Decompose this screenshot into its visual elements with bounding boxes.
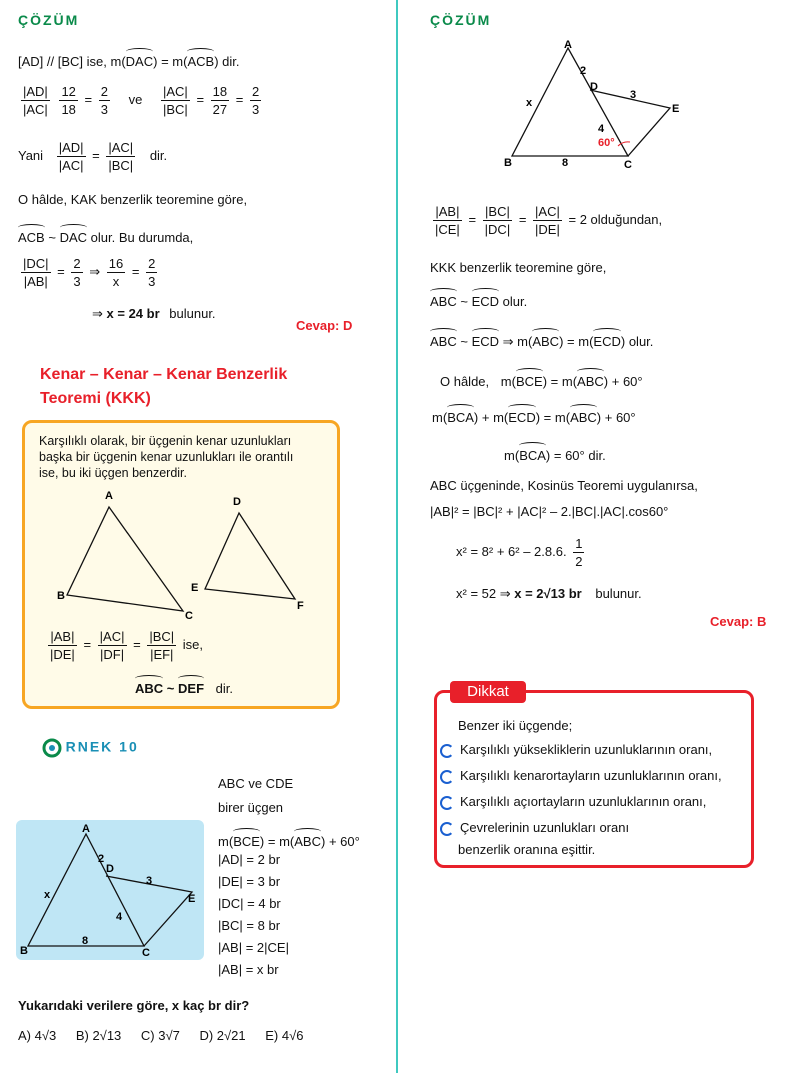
choice-a[interactable]: A) 4√3 [18, 1028, 57, 1043]
solution-triangle-figure [500, 38, 690, 172]
solution-heading-right: ÇÖZÜM [430, 12, 492, 28]
given-8: |AB| = 2|CE| [218, 940, 289, 955]
given-4: |AD| = 2 br [218, 852, 281, 867]
svg-text:A: A [82, 823, 90, 835]
calc-line-1: x² = 8² + 6² – 2.8.6. $\frac{1}{2}$ [456, 536, 583, 569]
theorem-similarity: ABC ~ DEF dir. [135, 677, 233, 696]
svg-text:E: E [191, 582, 199, 594]
choice-d[interactable]: D) 2√21 [199, 1028, 246, 1043]
svg-text:A: A [564, 39, 572, 51]
calc-line-2: x² = 52 ⇒ x = 2√13 br bulunur. [456, 586, 642, 601]
line-parallel: [AD] // [BC] ise, m(DAC) = m(ACB) dir. [18, 50, 240, 69]
answer-left: Cevap: D [296, 318, 353, 333]
svg-text:2: 2 [98, 853, 105, 865]
dikkat-item-4: Çevrelerinin uzunlukları oranı [440, 820, 629, 836]
given-3: m(BCE) = m(ABC) + 60° [218, 830, 360, 849]
theorem-title-2: Teoremi (KKK) [40, 390, 151, 407]
kak-text: O hâlde, KAK benzerlik teoremine göre, [18, 192, 248, 207]
angle-label: DAC [126, 50, 153, 69]
svg-text:B: B [20, 945, 28, 957]
angle-line-3: m(BCA) = 60° dir. [504, 444, 606, 463]
column-divider [396, 0, 398, 1073]
svg-text:C: C [142, 947, 150, 959]
given-6: |DC| = 4 br [218, 896, 281, 911]
dikkat-outro: benzerlik oranına eşittir. [458, 842, 596, 857]
svg-text:B: B [504, 157, 512, 169]
svg-text:3: 3 [630, 89, 637, 101]
question-text: Yukarıdaki verilere göre, x kaç br dir? [18, 998, 250, 1013]
dikkat-item-1: Karşılıklı yüksekliklerin uzunluklarının oranı, [440, 742, 712, 758]
svg-text:E: E [672, 103, 680, 115]
cosine-formula: |AB|² = |BC|² + |AC|² – 2.|BC|.|AC|.cos60° [430, 504, 669, 519]
svg-text:C: C [624, 159, 632, 171]
text: [AD] // [BC] ise, [18, 54, 107, 69]
svg-text:3: 3 [146, 875, 153, 887]
choice-b[interactable]: B) 2√13 [75, 1028, 122, 1043]
kkk-text: KKK benzerlik teoremine göre, [430, 260, 607, 275]
text: m [110, 54, 122, 69]
ratio-line-3: $\frac{|DC|}{|AB|}$ = $\frac{2}{3}$ ⇒ $\frac{16}{x}$ = $\frac{2}{3}$ [23, 256, 156, 289]
example-triangle-figure [16, 820, 216, 960]
svg-text:B: B [57, 590, 65, 602]
theorem-text: Karşılıklı olarak, bir üçgenin kenar uzunlukları başka bir üçgenin kenar uzunlukları ile orantılı ise, bu iki üçgen benzerdir. [39, 434, 294, 480]
svg-text:8: 8 [562, 157, 569, 169]
svg-text:4: 4 [116, 911, 123, 923]
text: dir. [222, 54, 240, 69]
svg-text:D: D [233, 496, 241, 508]
ratio-line-2: Yani $\frac{|AD|}{|AC|}$ = $\frac{|AC|}{|BC|}$ dir. [18, 140, 168, 173]
bullet-icon [440, 744, 454, 758]
svg-text:x: x [44, 889, 51, 901]
angle-line-1: O hâlde, m(BCE) = m(ABC) + 60° [440, 370, 643, 389]
text: = m [161, 54, 184, 69]
svg-text:A: A [105, 490, 113, 502]
svg-text:2: 2 [580, 65, 587, 77]
given-7: |BC| = 8 br [218, 918, 281, 933]
angle-line-2: m(BCA) + m(ECD) = m(ABC) + 60° [432, 406, 636, 425]
dikkat-intro: Benzer iki üçgende; [458, 718, 573, 733]
example-logo-icon [42, 738, 62, 758]
theorem-ratio: $\frac{|AB|}{|DE|}$ = $\frac{|AC|}{|DF|}$ = $\frac{|BC|}{|EF|}$ ise, [50, 629, 204, 662]
choice-c[interactable]: C) 3√7 [140, 1028, 180, 1043]
result-line: ⇒ x = 24 br bulunur. [92, 306, 216, 321]
given-1: ABC ve CDE [218, 776, 294, 791]
bullet-icon [440, 770, 454, 784]
cosine-text: ABC üçgeninde, Kosinüs Teoremi uygulanırsa, [430, 478, 698, 493]
svg-text:60°: 60° [598, 137, 615, 149]
answer-right: Cevap: B [710, 614, 767, 629]
example-heading: RNEK 10 [42, 738, 139, 758]
svg-text:8: 8 [82, 935, 89, 947]
similar-triangles-figure [25, 483, 337, 623]
given-5: |DE| = 3 br [218, 874, 281, 889]
bullet-icon [440, 796, 454, 810]
bullet-icon [440, 822, 454, 836]
dikkat-item-2: Karşılıklı kenarortayların uzunluklarının oranı, [440, 768, 722, 784]
ratio-line-1: $\frac{|AD|}{|AC|}$ $\frac{12}{18}$ = $\frac{2}{3}$ ve $\frac{|AC|}{|BC|}$ = $\frac{18}{27}$ = $\frac{2}{3}$ [23, 84, 260, 117]
given-9: |AB| = x br [218, 962, 279, 977]
dikkat-item-3: Karşılıklı açıortayların uzunluklarının oranı, [440, 794, 706, 810]
svg-text:4: 4 [598, 123, 605, 135]
solution-heading-left: ÇÖZÜM [18, 12, 80, 28]
svg-text:x: x [526, 97, 533, 109]
angle-label: ACB [187, 50, 214, 69]
similarity-line: ACB ~ DAC olur. Bu durumda, [18, 226, 193, 245]
svg-text:E: E [188, 893, 196, 905]
svg-text:D: D [106, 863, 114, 875]
dikkat-tag: Dikkat [450, 681, 526, 703]
similarity-right-1: ABC ~ ECD olur. [430, 290, 527, 309]
theorem-title-1: Kenar – Kenar – Kenar Benzerlik [40, 366, 288, 383]
given-2: birer üçgen [218, 800, 284, 815]
svg-text:C: C [185, 610, 193, 622]
theorem-box [22, 420, 340, 709]
svg-text:D: D [590, 81, 598, 93]
svg-text:F: F [297, 600, 304, 612]
similarity-right-2: ABC ~ ECD ⇒ m(ABC) = m(ECD) olur. [430, 330, 653, 350]
ratio-line-right: $\frac{|AB|}{|CE|}$ = $\frac{|BC|}{|DC|}$ = $\frac{|AC|}{|DE|}$ = 2 olduğundan, [435, 204, 663, 237]
choice-e[interactable]: E) 4√6 [265, 1028, 304, 1043]
answer-choices [18, 1028, 303, 1043]
